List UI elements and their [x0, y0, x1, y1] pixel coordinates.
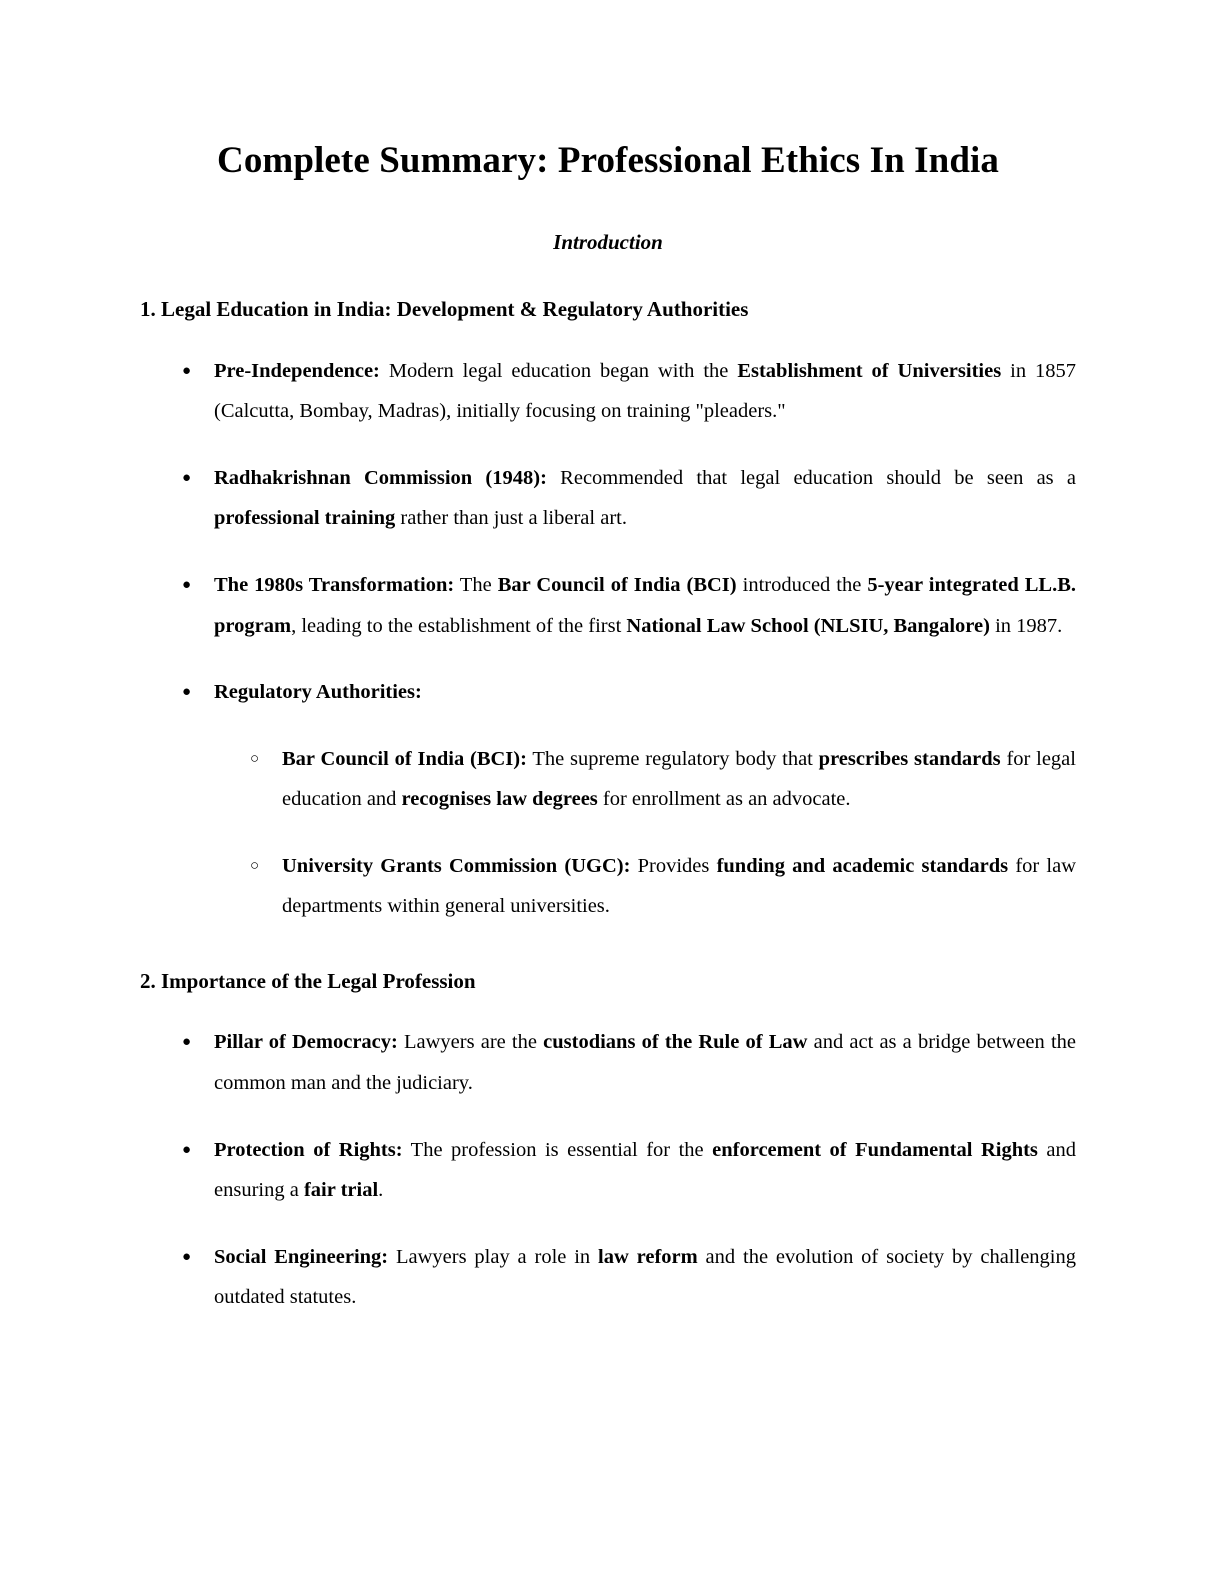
bullet-list: [140, 1022, 1076, 1317]
list-item-text: Modern legal education began with the Establishment of Universities in 1857 (Calcutta, Bombay, Madras), initially focusing on training "pleaders.": [214, 359, 1077, 423]
sub-list-item-text: The supreme regulatory body that prescribes standards for legal education and recognises law degrees for enrollment as an advocate.: [282, 747, 1076, 811]
sub-bullet-marker-icon: ○: [250, 750, 260, 767]
sub-list-item: [214, 846, 1076, 927]
document-subtitle: Introduction: [553, 230, 663, 255]
list-item: [140, 458, 1076, 539]
list-item-lead: Radhakrishnan Commission (1948):: [214, 466, 547, 489]
bullet-marker-icon: ●: [182, 1248, 192, 1265]
page-title: Complete Summary: Professional Ethics In India: [217, 140, 999, 181]
list-item-text: The Bar Council of India (BCI) introduced the 5-year integrated LL.B. program, leading to the establishment of the first National Law School (NLSIU, Bangalore) in 1987.: [214, 573, 1076, 637]
list-item-lead: Pillar of Democracy:: [214, 1031, 398, 1054]
bullet-list: [140, 351, 1076, 927]
list-item-text: Lawyers are the custodians of the Rule of Law and act as a bridge between the common man and the judiciary.: [214, 1031, 1076, 1094]
sub-bullet-marker-icon: ○: [250, 857, 260, 874]
section-heading: 2. Importance of the Legal Profession: [140, 969, 476, 993]
bullet-marker-icon: ●: [182, 1141, 192, 1158]
list-item: [140, 565, 1076, 646]
sub-list-item-lead: University Grants Commission (UGC):: [282, 854, 631, 877]
list-item: [140, 1237, 1076, 1318]
list-item: [140, 672, 1076, 927]
bullet-marker-icon: ●: [182, 362, 192, 379]
document-body: [140, 295, 1076, 1318]
list-item: [140, 351, 1076, 432]
bullet-marker-icon: ●: [182, 684, 192, 701]
sub-list-item-text: Provides funding and academic standards for law departments within general universities.: [282, 854, 1077, 918]
list-item-text: The profession is essential for the enforcement of Fundamental Rights and ensuring a fair trial.: [214, 1138, 1077, 1202]
sub-bullet-list: [214, 739, 1076, 927]
list-item-lead: Protection of Rights:: [214, 1138, 403, 1161]
list-item-lead: Social Engineering:: [214, 1245, 389, 1268]
bullet-marker-icon: ●: [182, 469, 192, 486]
sub-list-item: [214, 739, 1076, 820]
sub-list-item-lead: Bar Council of India (BCI):: [282, 747, 527, 770]
list-item-text: Recommended that legal education should be seen as a professional training rather than just a liberal art.: [214, 466, 1076, 530]
list-item: [140, 1130, 1076, 1211]
sub-bullet-block: [214, 739, 1076, 927]
bullet-marker-icon: ●: [182, 1034, 192, 1051]
list-item: [140, 1022, 1076, 1103]
list-item-lead: The 1980s Transformation:: [214, 573, 455, 596]
bullet-marker-icon: ●: [182, 576, 192, 593]
list-item-lead: Regulatory Authorities:: [214, 681, 422, 704]
list-item-lead: Pre-Independence:: [214, 359, 380, 382]
section-heading: 1. Legal Education in India: Development & Regulatory Authorities: [140, 297, 749, 322]
list-item-text: Lawyers play a role in law reform and the evolution of society by challenging outdated statutes.: [214, 1245, 1076, 1309]
